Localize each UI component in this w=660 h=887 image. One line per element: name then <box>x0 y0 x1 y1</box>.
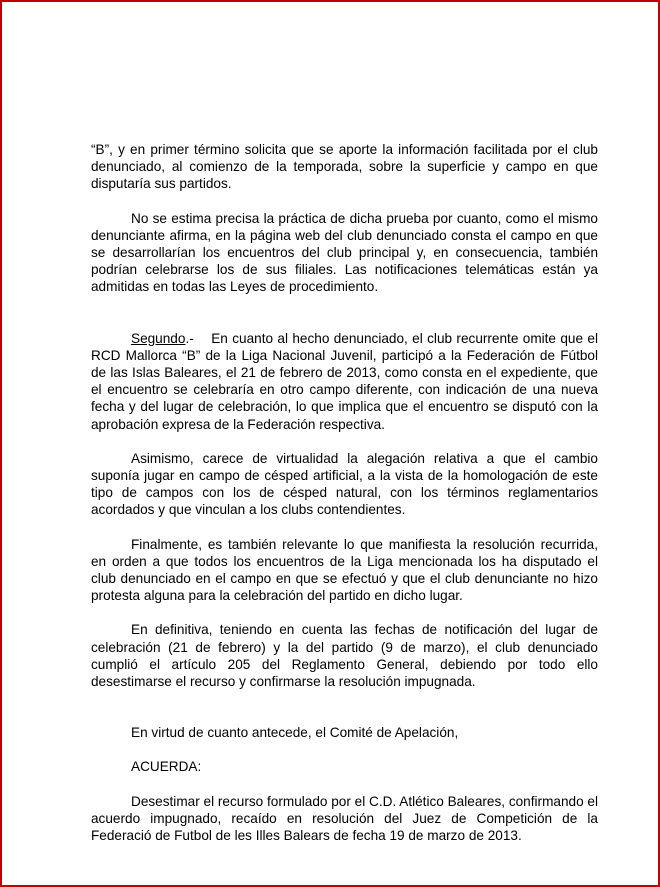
document-body <box>91 141 598 844</box>
paragraph-5: Finalmente, es también relevante lo que manifiesta la resolución recurrida, en orden a que todos los encuentros de la Liga mencionada los ha disputado el club denunciado en el campo en que se efectuó y que el club denunciante no hizo protesta alguna para la celebración del partido en dicho lugar. <box>91 536 598 604</box>
section-label-segundo: Segundo <box>131 330 186 346</box>
paragraph-1: “B”, y en primer término solicita que se aporte la información facilitada por el club denunciado, al comienzo de la temporada, sobre la superficie y campo en que disputaría sus partidos. <box>91 142 598 192</box>
acuerda-heading: ACUERDA: <box>131 759 202 775</box>
paragraph-9: Desestimar el recurso formulado por el C.D. Atlético Baleares, confirmando el acuerdo impugnado, recaído en resolución del Juez de Competición de la Federació de Futbol de les Illes Balears de fecha 19 de marzo de 2013. <box>91 793 598 844</box>
paragraph-segundo <box>91 330 598 433</box>
section-label-separator: .- <box>185 330 194 346</box>
paragraph-4: Asimismo, carece de virtualidad la alegación relativa a que el cambio suponía jugar en campo de césped artificial, a la vista de la homologación de este tipo de campos con los de césped natural, con los términos reglamentarios acordados y que vinculan a los clubs contendientes. <box>91 450 598 518</box>
paragraph-2: No se estima precisa la práctica de dicha prueba por cuanto, como el mismo denunciante afirma, en la página web del club denunciado consta el campo en que se desarrollarían los encuentros del club principal y, en consecuencia, también podrían celebrarse los de sus filiales. Las notificaciones telemáticas están ya admitidas en todas las Leyes de procedimiento. <box>91 210 598 295</box>
page-border-top <box>0 0 660 2</box>
paragraph-6: En definitiva, teniendo en cuenta las fechas de notificación del lugar de celebración (21 de febrero) y la del partido (9 de marzo), el club denunciado cumplió el artículo 205 del Reglamento General, debiendo por todo ello desestimarse el recurso y confirmarse la resolución impugnada. <box>91 622 598 690</box>
paragraph-segundo-text: En cuanto al hecho denunciado, el club recurrente omite que el RCD Mallorca “B” de la Liga Nacional Juvenil, participó a la Federación de Fútbol de las Islas Baleares, el 21 de febrero de 2013, como consta en el expediente, que el encuentro se celebraría en otro campo diferente, con indicación de una nueva fecha y del lugar de celebración, lo que implica que el encuentro se disputó con la aprobación expresa de la Federación respectiva. <box>91 330 598 432</box>
paragraph-7: En virtud de cuanto antecede, el Comité de Apelación, <box>131 725 459 741</box>
page-border-left <box>0 0 2 887</box>
